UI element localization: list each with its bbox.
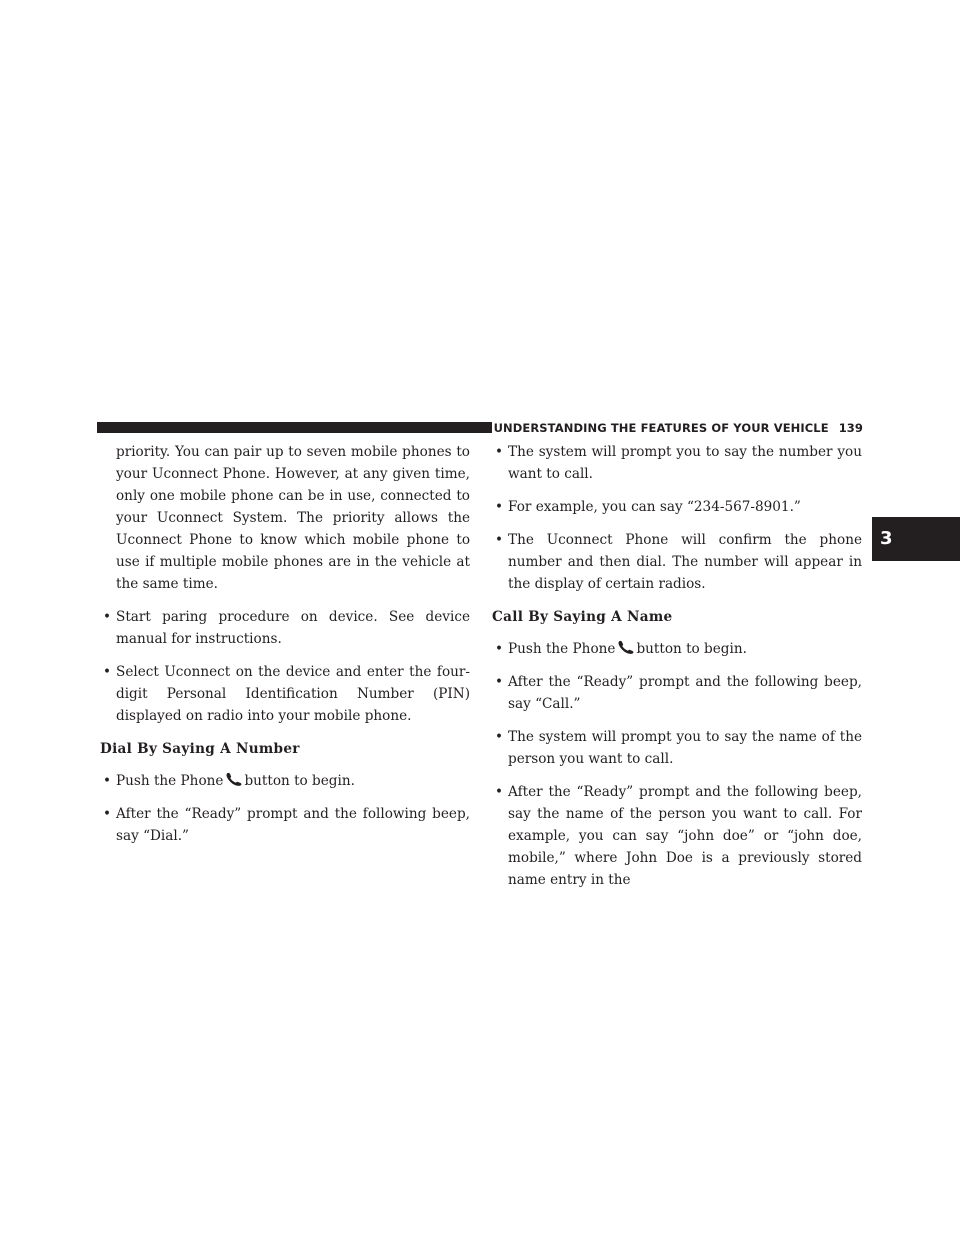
bullet-marker: • xyxy=(495,729,504,745)
heading-dial-by-number: Dial By Saying A Number xyxy=(100,741,300,757)
bullet-marker: • xyxy=(103,609,112,625)
chapter-tab: 3 xyxy=(872,517,960,561)
phone-icon xyxy=(225,772,243,786)
list-item xyxy=(492,441,862,485)
list-item-text: The Uconnect Phone will confirm the phone number and then dial. The number will appear in the display of certain radios. xyxy=(508,532,862,592)
list-item-text: The system will prompt you to say the name of the person you want to call. xyxy=(508,729,862,767)
list-item-text: After the “Ready” prompt and the following beep, say the name of the person you want to call. For example, you can say “john doe” or “john doe, mobile,” where John Doe is a previously stored name entry in the xyxy=(508,784,862,888)
bullet-marker: • xyxy=(495,674,504,690)
list-item xyxy=(492,781,862,891)
bullet-marker: • xyxy=(495,444,504,460)
bullet-marker: • xyxy=(495,784,504,800)
intro-paragraph: priority. You can pair up to seven mobile phones to your Uconnect Phone. However, at any given time, only one mobile phone can be in use, connected to your Uconnect System. The priority allows the Uconnect Phone to know which mobile phone to use if multiple mobile phones are in the vehicle at the same time. xyxy=(116,444,470,592)
section-title: UNDERSTANDING THE FEATURES OF YOUR VEHICLE xyxy=(493,421,829,435)
list-item-text: button to begin. xyxy=(244,773,355,789)
list-item xyxy=(492,671,862,715)
right-column xyxy=(492,441,862,902)
page-number: 139 xyxy=(838,421,863,435)
list-item-text: After the “Ready” prompt and the following beep, say “Dial.” xyxy=(116,806,470,844)
heading-call-by-name: Call By Saying A Name xyxy=(492,609,673,625)
list-item-text: button to begin. xyxy=(636,641,747,657)
list-item-text: Push the Phone xyxy=(116,773,224,789)
list-item xyxy=(492,726,862,770)
left-column xyxy=(100,441,470,858)
list-item-text: The system will prompt you to say the number you want to call. xyxy=(508,444,862,482)
list-item-text: For example, you can say “234-567-8901.” xyxy=(508,499,801,515)
list-item xyxy=(100,803,470,847)
bullet-marker: • xyxy=(495,499,504,515)
list-item-text: Start paring procedure on device. See device manual for instructions. xyxy=(116,609,470,647)
list-item-text: After the “Ready” prompt and the following beep, say “Call.” xyxy=(508,674,862,712)
bullet-marker: • xyxy=(103,773,112,789)
bullet-marker: • xyxy=(103,664,112,680)
list-item-text: Push the Phone xyxy=(508,641,616,657)
bullet-marker: • xyxy=(495,641,504,657)
list-item xyxy=(492,529,862,595)
list-item xyxy=(100,606,470,650)
list-item xyxy=(492,638,862,660)
list-item xyxy=(100,661,470,727)
list-item-text: Select Uconnect on the device and enter the four-digit Personal Identification Number (PIN) displayed on radio into your mobile phone. xyxy=(116,664,470,724)
list-item xyxy=(100,770,470,792)
phone-icon xyxy=(617,640,635,654)
bullet-marker: • xyxy=(495,532,504,548)
bullet-marker: • xyxy=(103,806,112,822)
running-header xyxy=(493,418,863,438)
header-rule xyxy=(97,422,492,433)
list-item xyxy=(492,496,862,518)
